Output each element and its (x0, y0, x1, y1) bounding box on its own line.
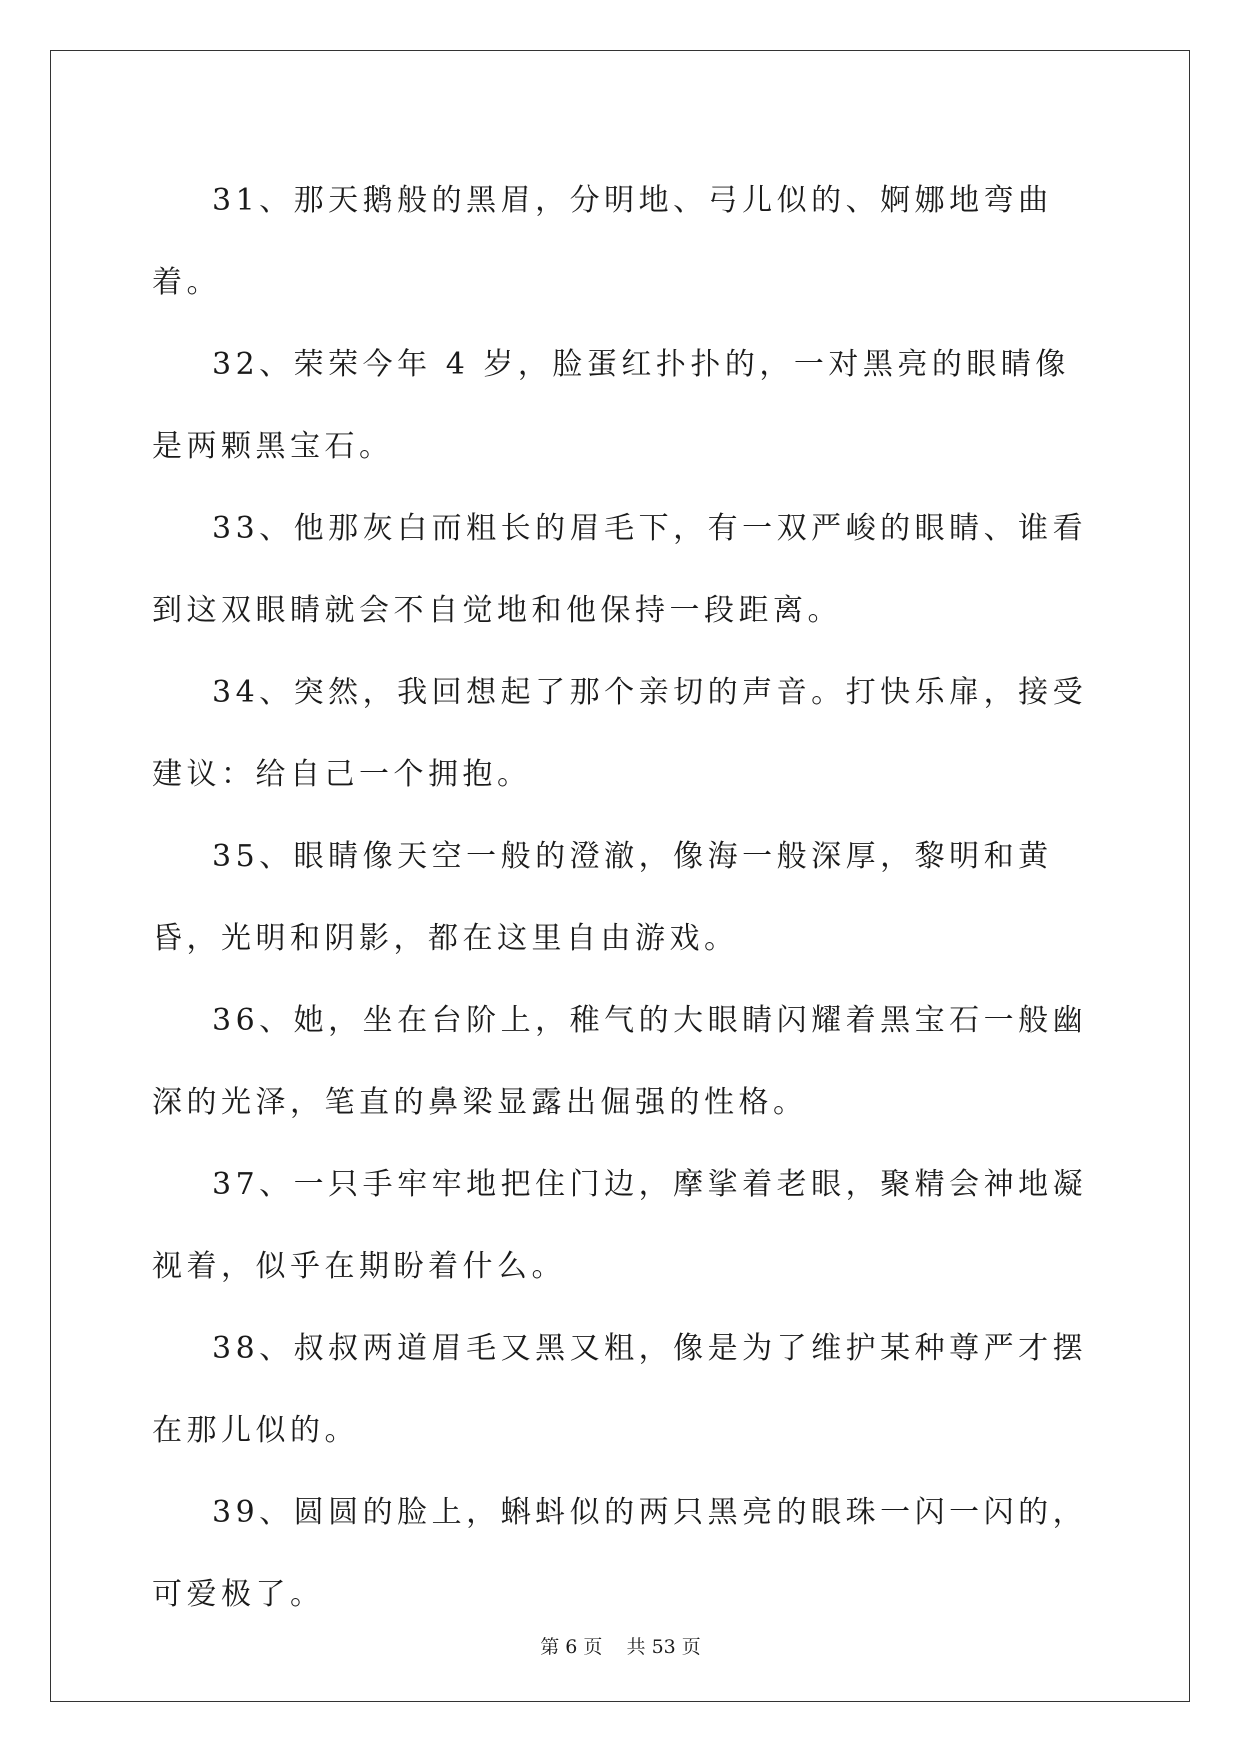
paragraph-38: 38、叔叔两道眉毛又黑又粗，像是为了维护某种尊严才摆在那儿似的。 (152, 1331, 1088, 1448)
paragraph-36: 36、她，坐在台阶上，稚气的大眼睛闪耀着黑宝石一般幽深的光泽，笔直的鼻梁显露出倔强的性格。 (152, 1003, 1088, 1120)
paragraph-35: 35、眼睛像天空一般的澄澈，像海一般深厚，黎明和黄昏，光明和阴影，都在这里自由游戏。 (152, 839, 1053, 956)
paragraph-32: 32、荣荣今年 4 岁，脸蛋红扑扑的，一对黑亮的眼睛像是两颗黑宝石。 (152, 347, 1070, 464)
document-body (152, 160, 1097, 1636)
page-total: 共 53 页 (626, 1636, 701, 1658)
paragraph-37: 37、一只手牢牢地把住门边，摩挲着老眼，聚精会神地凝视着，似乎在期盼着什么。 (152, 1167, 1088, 1284)
paragraph-34: 34、突然，我回想起了那个亲切的声音。打快乐扉，接受建议：给自己一个拥抱。 (152, 675, 1088, 792)
paragraph-39: 39、圆圆的脸上，蝌蚪似的两只黑亮的眼珠一闪一闪的，可爱极了。 (152, 1495, 1088, 1612)
page-footer (0, 1632, 1241, 1659)
paragraph-31: 31、那天鹅般的黑眉，分明地、弓儿似的、婀娜地弯曲着。 (152, 183, 1053, 300)
page-number: 第 6 页 (540, 1636, 603, 1658)
paragraph-33: 33、他那灰白而粗长的眉毛下，有一双严峻的眼睛、谁看到这双眼睛就会不自觉地和他保持一段距离。 (152, 511, 1088, 628)
